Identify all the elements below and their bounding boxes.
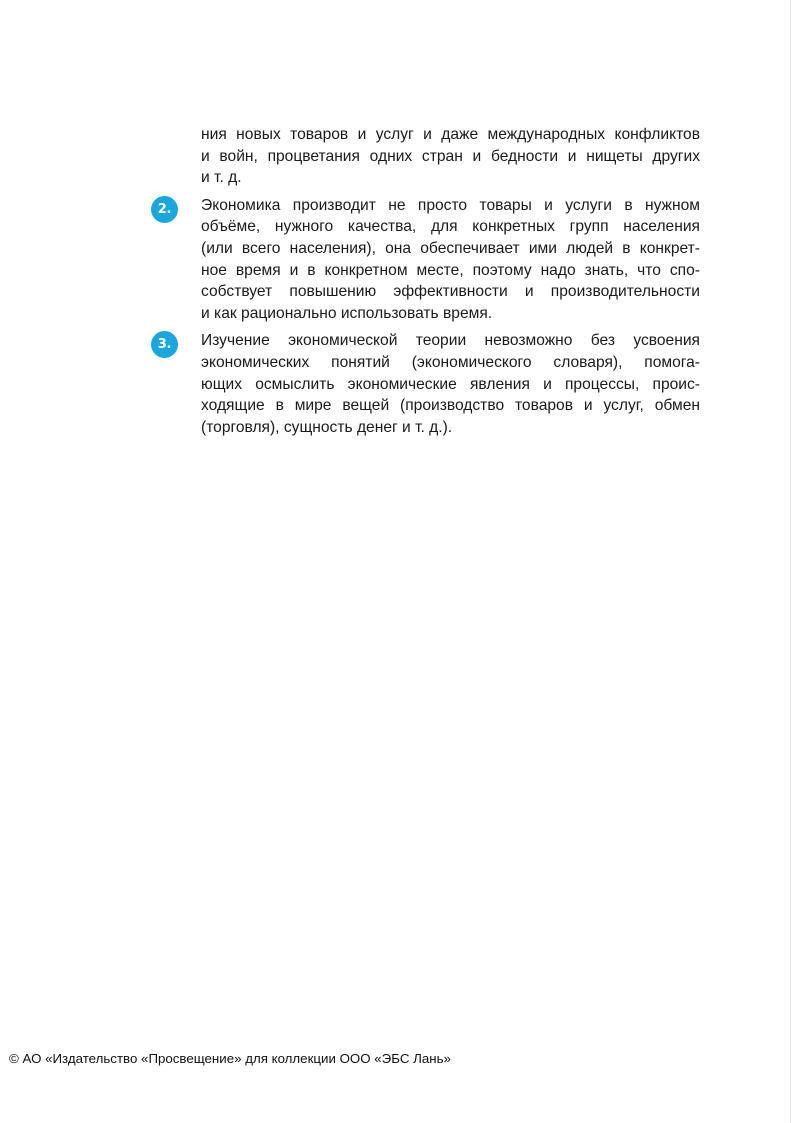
page-edge-line	[790, 0, 791, 1123]
text-block	[157, 124, 700, 438]
number-badge: 2.	[151, 196, 178, 223]
text-line: (торговля), сущность денег и т. д.).	[201, 418, 453, 436]
text-line: объёме, нужного качества, для конкретных групп населения	[201, 218, 700, 236]
list-item-2	[157, 195, 700, 325]
text-line: ное время и в конкретном месте, поэтому надо знать, что спо-	[201, 261, 700, 279]
text-line: ния новых товаров и услуг и даже международных конфликтов	[201, 126, 700, 143]
text-line: ходящие в мире вещей (производство товаров и услуг, обмен	[201, 397, 700, 415]
text-line: собствует повышению эффективности и производительности	[201, 283, 700, 301]
list-item-3	[157, 330, 700, 438]
number-badge: 3.	[151, 331, 178, 358]
text-line: Экономика производит не просто товары и услуги в нужном	[201, 196, 700, 214]
text-line: и как рационально использовать время.	[201, 304, 493, 322]
text-line: Изучение экономической теории невозможно без усвоения	[201, 332, 700, 350]
text-line: и т. д.	[201, 169, 242, 187]
text-line: и войн, процветания одних стран и бедности и нищеты других	[201, 147, 700, 165]
continuation-paragraph	[201, 124, 700, 189]
text-line: ющих осмыслить экономические явления и процессы, проис-	[201, 375, 700, 393]
copyright-notice: © АО «Издательство «Просвещение» для коллекции ООО «ЭБС Лань»	[9, 1051, 451, 1066]
text-line: (или всего населения), она обеспечивает ими людей в конкрет-	[201, 239, 700, 257]
text-line: экономических понятий (экономического словаря), помога-	[201, 353, 700, 371]
